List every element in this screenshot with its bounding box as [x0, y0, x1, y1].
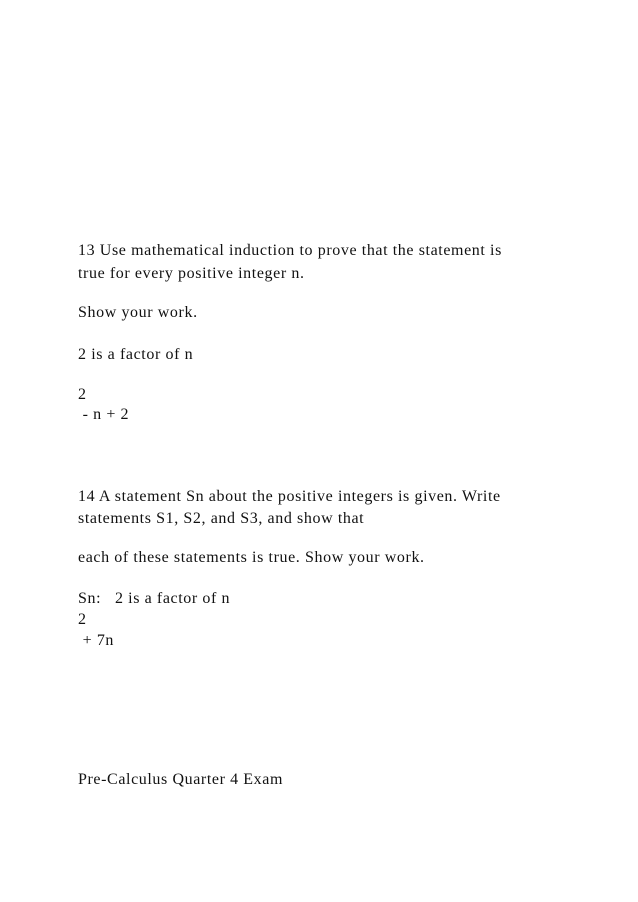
q13-line-2: true for every positive integer n.: [78, 265, 305, 282]
q14-exponent: 2: [78, 611, 87, 628]
q14-statement-base: Sn: 2 is a factor of n: [78, 590, 231, 607]
q14-statement-tail: + 7n: [78, 632, 115, 649]
q14-line-2: statements S1, S2, and S3, and show that: [78, 510, 365, 527]
q13-exponent: 2: [78, 386, 87, 403]
q13-statement-tail: - n + 2: [78, 406, 130, 423]
q14-line-1: 14 A statement Sn about the positive integers is given. Write: [78, 488, 501, 505]
document-footer: Pre-Calculus Quarter 4 Exam: [78, 771, 284, 788]
q13-statement-base: 2 is a factor of n: [78, 346, 194, 363]
q13-line-1: 13 Use mathematical induction to prove that the statement is: [78, 242, 502, 259]
q14-line-3: each of these statements is true. Show your work.: [78, 549, 425, 566]
q13-instruction: Show your work.: [78, 304, 198, 321]
